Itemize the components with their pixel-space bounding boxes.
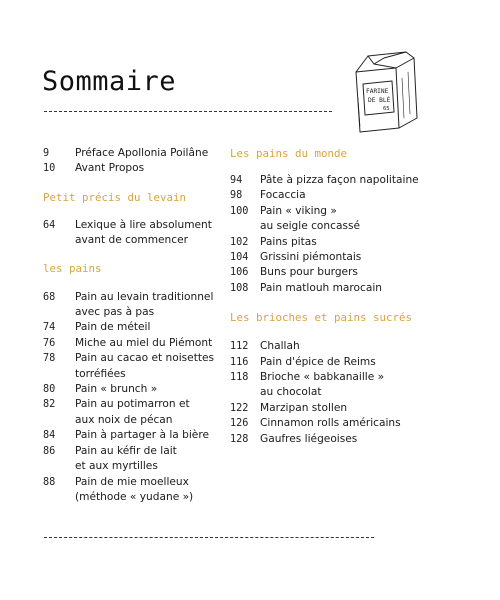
toc-entry[interactable] [230,432,445,447]
page-number: 116 [230,356,249,368]
entry-title: Pains pitas [260,235,317,248]
page-number: 82 [43,399,56,411]
page-number: 80 [43,384,56,396]
toc-entry[interactable] [230,370,445,401]
page-number: 98 [230,190,243,202]
toc-entry[interactable] [230,173,445,188]
toc-entry[interactable] [43,146,223,161]
page-number: 64 [43,219,56,231]
toc-entry[interactable] [230,250,445,265]
entry-title: Miche au miel du Piémont [75,336,213,349]
entry-title: Pâte à pizza façon napolitaine [260,174,419,186]
entry-title: Pain de méteil [75,321,151,334]
left-column [43,146,223,505]
entry-title: Marzipan stollen [260,401,348,414]
toc-entry[interactable] [43,161,223,176]
toc-entry[interactable] [230,188,445,203]
toc-entry[interactable] [43,290,223,321]
toc-entry[interactable] [230,339,445,354]
page-number: 122 [230,402,249,414]
section-heading: Les brioches et pains sucrés [230,311,413,325]
page-title: Sommaire [42,66,177,97]
entry-title: Challah [260,340,300,353]
page-number: 126 [230,418,249,430]
toc-entry[interactable] [43,382,223,397]
entry-title: Pain au levain traditionnel avec pas à pas [75,290,214,319]
page-number: 108 [230,282,249,294]
page-number: 102 [230,236,249,248]
flour-bag-line3: 65 [383,106,390,112]
entry-title: Brioche « babkanaille » au chocolat [260,371,385,399]
entry-title: Cinnamon rolls américains [260,417,401,430]
entry-title: Buns pour burgers [260,266,358,279]
right-column [230,146,445,447]
toc-entry[interactable] [230,281,445,296]
page-number: 106 [230,267,249,279]
flour-bag-line2: DE BLÉ [368,97,391,104]
toc-entry[interactable] [230,355,445,370]
entry-title: Pain au cacao et noisettes torréfiées [75,352,215,380]
page-number: 10 [43,163,56,175]
entry-title: Lexique à lire absolument avant de commencer [75,218,212,247]
toc-entry[interactable] [230,235,445,250]
entry-title: Avant Propos [75,162,145,175]
entry-title: Pain de mie moelleux (méthode « yudane ») [75,475,194,503]
toc-entry[interactable] [230,265,445,280]
section-heading: les pains [43,261,102,275]
page-number: 100 [230,205,249,217]
toc-entry[interactable] [43,397,223,428]
page-number: 78 [43,353,56,365]
page-number: 88 [43,476,56,488]
page-number: 84 [43,430,56,442]
toc-entry[interactable] [230,204,445,235]
page-number: 104 [230,252,249,264]
toc-entry[interactable] [43,475,223,506]
entry-title: Pain d'épice de Reims [260,355,376,368]
toc-entry[interactable] [43,336,223,351]
entry-title: Pain « viking » au seigle concassé [260,204,360,233]
entry-title: Pain à partager à la bière [75,429,209,442]
page-number: 68 [43,291,56,303]
entry-title: Pain « brunch » [75,383,158,396]
section-heading: Les pains du monde [230,147,348,160]
entry-title: Pain matlouh marocain [260,281,383,294]
toc-entry[interactable] [43,428,223,443]
section-heading: Petit précis du levain [43,190,187,204]
page-number: 94 [230,175,243,186]
toc-entry[interactable] [43,444,223,475]
toc-entry[interactable] [230,401,445,416]
top-dashed-divider [44,111,332,112]
entry-title: Pain au kéfir de lait et aux myrtilles [75,444,177,473]
entry-title: Focaccia [260,189,306,202]
toc-entry[interactable] [43,320,223,335]
entry-title: Grissini piémontais [260,251,362,264]
page-number: 128 [230,433,249,445]
toc-entry[interactable] [43,218,223,249]
flour-bag-line1: FARINE [366,88,389,95]
page-number: 86 [43,445,56,457]
bottom-dashed-divider [44,537,374,538]
entry-title: Préface Apollonia Poilâne [75,147,209,159]
flour-bag-illustration [344,48,422,134]
page-number: 74 [43,322,56,334]
page-number: 112 [230,341,249,353]
toc-entry[interactable] [43,351,223,382]
page-number: 76 [43,337,56,349]
entry-title: Gaufres liégeoises [260,432,358,445]
toc-entry[interactable] [230,416,445,431]
page-number: 118 [230,372,249,384]
page-number: 9 [43,148,50,159]
entry-title: Pain au potimarron et aux noix de pécan [75,398,190,426]
